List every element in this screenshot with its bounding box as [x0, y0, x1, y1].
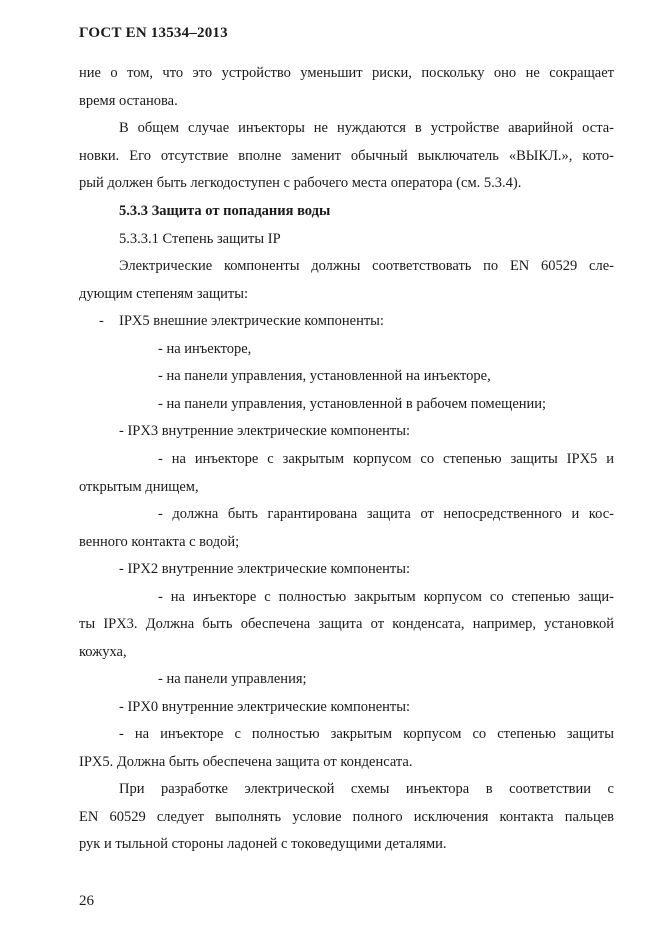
document-header: ГОСТ EN 13534–2013: [79, 25, 228, 41]
page-number: 26: [79, 893, 94, 909]
text-line: новки. Его отсутствие вполне заменит обычный выключатель «ВЫКЛ.», кото-: [79, 148, 614, 164]
text-line: ты IPX3. Должна быть обеспечена защита от конденсата, например, установкой: [79, 616, 614, 632]
list-subitem: - на инъекторе с полностью закрытым корпусом со степенью защи-: [158, 589, 614, 605]
list-subitem: - на инъекторе с закрытым корпусом со степенью защиты IPX5 и: [158, 451, 614, 467]
list-subitem: - на панели управления;: [158, 671, 307, 687]
section-heading: 5.3.3 Защита от попадания воды: [119, 203, 331, 219]
list-item: IPX5 внешние электрические компоненты:: [119, 313, 384, 329]
list-subitem: - должна быть гарантирована защита от непосредственного и кос-: [158, 506, 614, 522]
text-line: EN 60529 следует выполнять условие полного исключения контакта пальцев: [79, 809, 614, 825]
text-line: рук и тыльной стороны ладоней с токоведущими деталями.: [79, 836, 447, 852]
text-line: венного контакта с водой;: [79, 534, 240, 550]
list-item: - IPX0 внутренние электрические компоненты:: [119, 699, 411, 715]
list-item: - IPX2 внутренние электрические компоненты:: [119, 561, 411, 577]
list-subitem: - на инъекторе с полностью закрытым корпусом со степенью защиты: [119, 726, 614, 742]
list-item: - IPX3 внутренние электрические компоненты:: [119, 423, 411, 439]
text-line: IPX5. Должна быть обеспечена защита от конденсата.: [79, 754, 413, 770]
subsection-heading: 5.3.3.1 Степень защиты IP: [119, 231, 281, 247]
text-line: открытым днищем,: [79, 479, 199, 495]
text-line: кожуха,: [79, 644, 127, 660]
list-subitem: - на инъекторе,: [158, 341, 252, 357]
text-line: время останова.: [79, 93, 178, 109]
text-line: Электрические компоненты должны соответствовать по EN 60529 сле-: [119, 258, 614, 274]
list-subitem: - на панели управления, установленной на инъекторе,: [158, 368, 491, 384]
text-line: дующим степеням защиты:: [79, 286, 249, 302]
text-line: рый должен быть легкодоступен с рабочего места оператора (см. 5.3.4).: [79, 175, 522, 191]
text-line: При разработке электрической схемы инъектора в соответствии с: [119, 781, 614, 797]
text-line: В общем случае инъекторы не нуждаются в устройстве аварийной оста-: [119, 120, 614, 136]
list-subitem: - на панели управления, установленной в рабочем помещении;: [158, 396, 547, 412]
list-bullet: -: [99, 313, 104, 329]
text-line: ние о том, что это устройство уменьшит риски, поскольку оно не сокращает: [79, 65, 614, 81]
